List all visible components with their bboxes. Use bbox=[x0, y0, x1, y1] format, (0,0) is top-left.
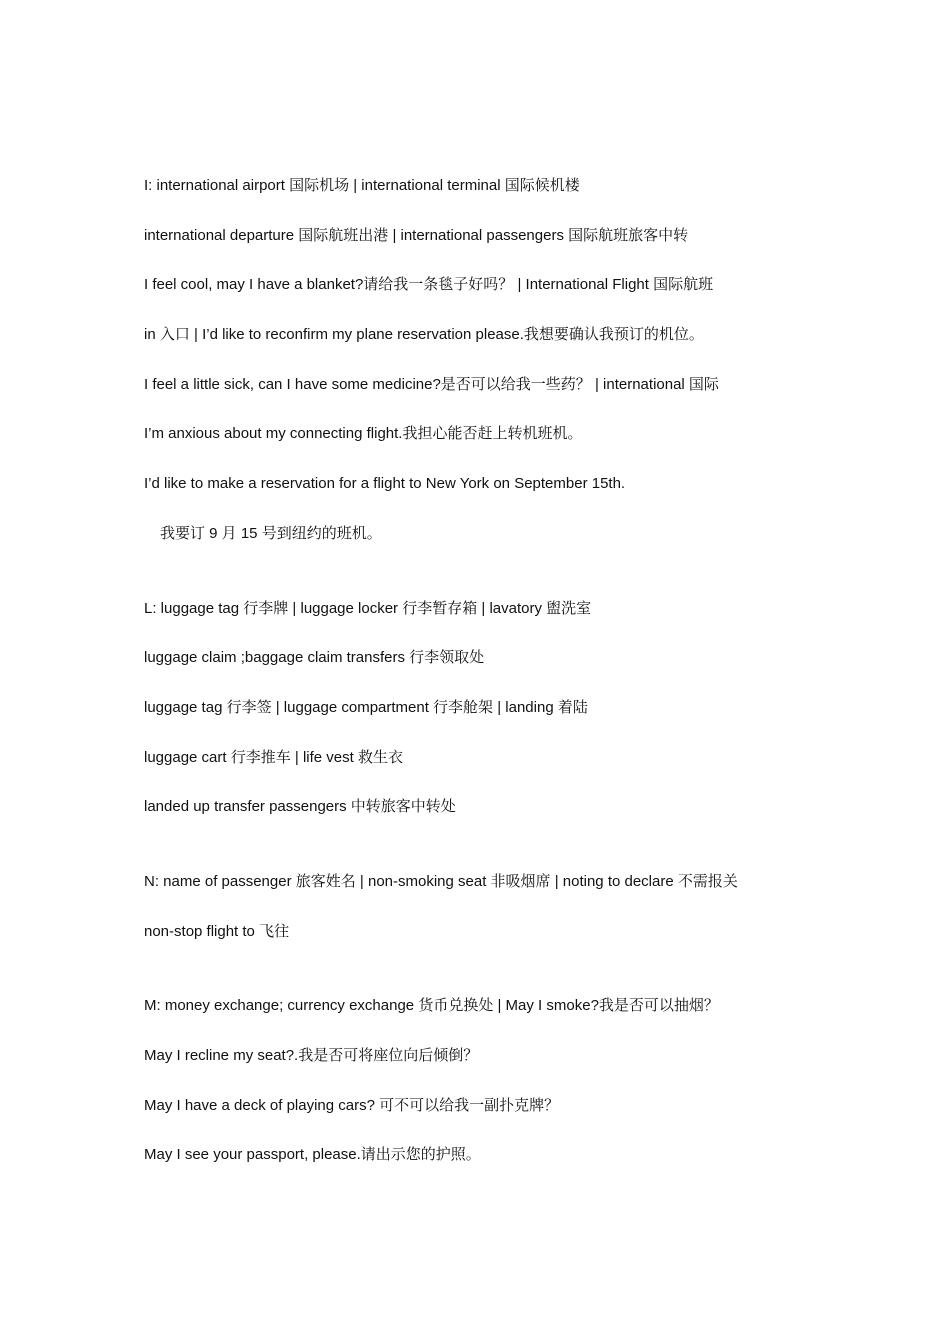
text-line: luggage tag 行李签 | luggage compartment 行李舱架 | landing 着陆 bbox=[144, 698, 588, 716]
text-line: I’m anxious about my connecting flight.我担心能否赶上转机班机。 bbox=[144, 425, 583, 443]
text-line: N: name of passenger 旅客姓名 | non-smoking seat 非吸烟席 | noting to declare 不需报关 bbox=[144, 872, 738, 890]
text-line: luggage cart 行李推车 | life vest 救生衣 bbox=[144, 748, 403, 766]
text-line: luggage claim ;baggage claim transfers 行李领取处 bbox=[144, 649, 485, 667]
text-line: landed up transfer passengers 中转旅客中转处 bbox=[144, 798, 456, 816]
section-n-vocabulary bbox=[144, 868, 824, 946]
section-l-vocabulary bbox=[144, 595, 824, 822]
section-divider bbox=[144, 967, 824, 992]
text-line: May I recline my seat?.我是否可将座位向后倾倒？ bbox=[144, 1047, 479, 1064]
section-m-vocabulary bbox=[144, 992, 824, 1169]
text-line: L: luggage tag 行李牌 | luggage locker 行李暂存箱 | lavatory 盥洗室 bbox=[144, 599, 592, 617]
text-line: I: international airport 国际机场 | international terminal 国际候机楼 bbox=[144, 177, 580, 194]
text-line: I’d like to make a reservation for a flight to New York on September 15th. bbox=[144, 475, 626, 493]
text-line: in 入口 | I’d like to reconfirm my plane reservation please.我想要确认我预订的机位。 bbox=[144, 326, 704, 344]
document-body bbox=[144, 172, 824, 1191]
text-line: non-stop flight to 飞往 bbox=[144, 922, 290, 940]
section-divider bbox=[144, 570, 824, 595]
text-line: I feel a little sick, can I have some medicine?是否可以给我一些药？ | international 国际 bbox=[144, 375, 719, 393]
text-line: I feel cool, may I have a blanket?请给我一条毯子好吗？ | International Flight 国际航班 bbox=[144, 276, 714, 294]
text-line: May I have a deck of playing cars? 可不可以给我一副扑克牌？ bbox=[144, 1096, 560, 1114]
text-line: 我要订 9 月 15 号到纽约的班机。 bbox=[160, 524, 382, 542]
section-divider bbox=[144, 843, 824, 868]
section-i-vocabulary bbox=[144, 172, 824, 548]
text-line: international departure 国际航班出港 | international passengers 国际航班旅客中转 bbox=[144, 226, 689, 244]
text-line: May I see your passport, please.请出示您的护照。 bbox=[144, 1146, 481, 1164]
text-line: M: money exchange; currency exchange 货币兑换处 | May I smoke?我是否可以抽烟？ bbox=[144, 997, 719, 1015]
